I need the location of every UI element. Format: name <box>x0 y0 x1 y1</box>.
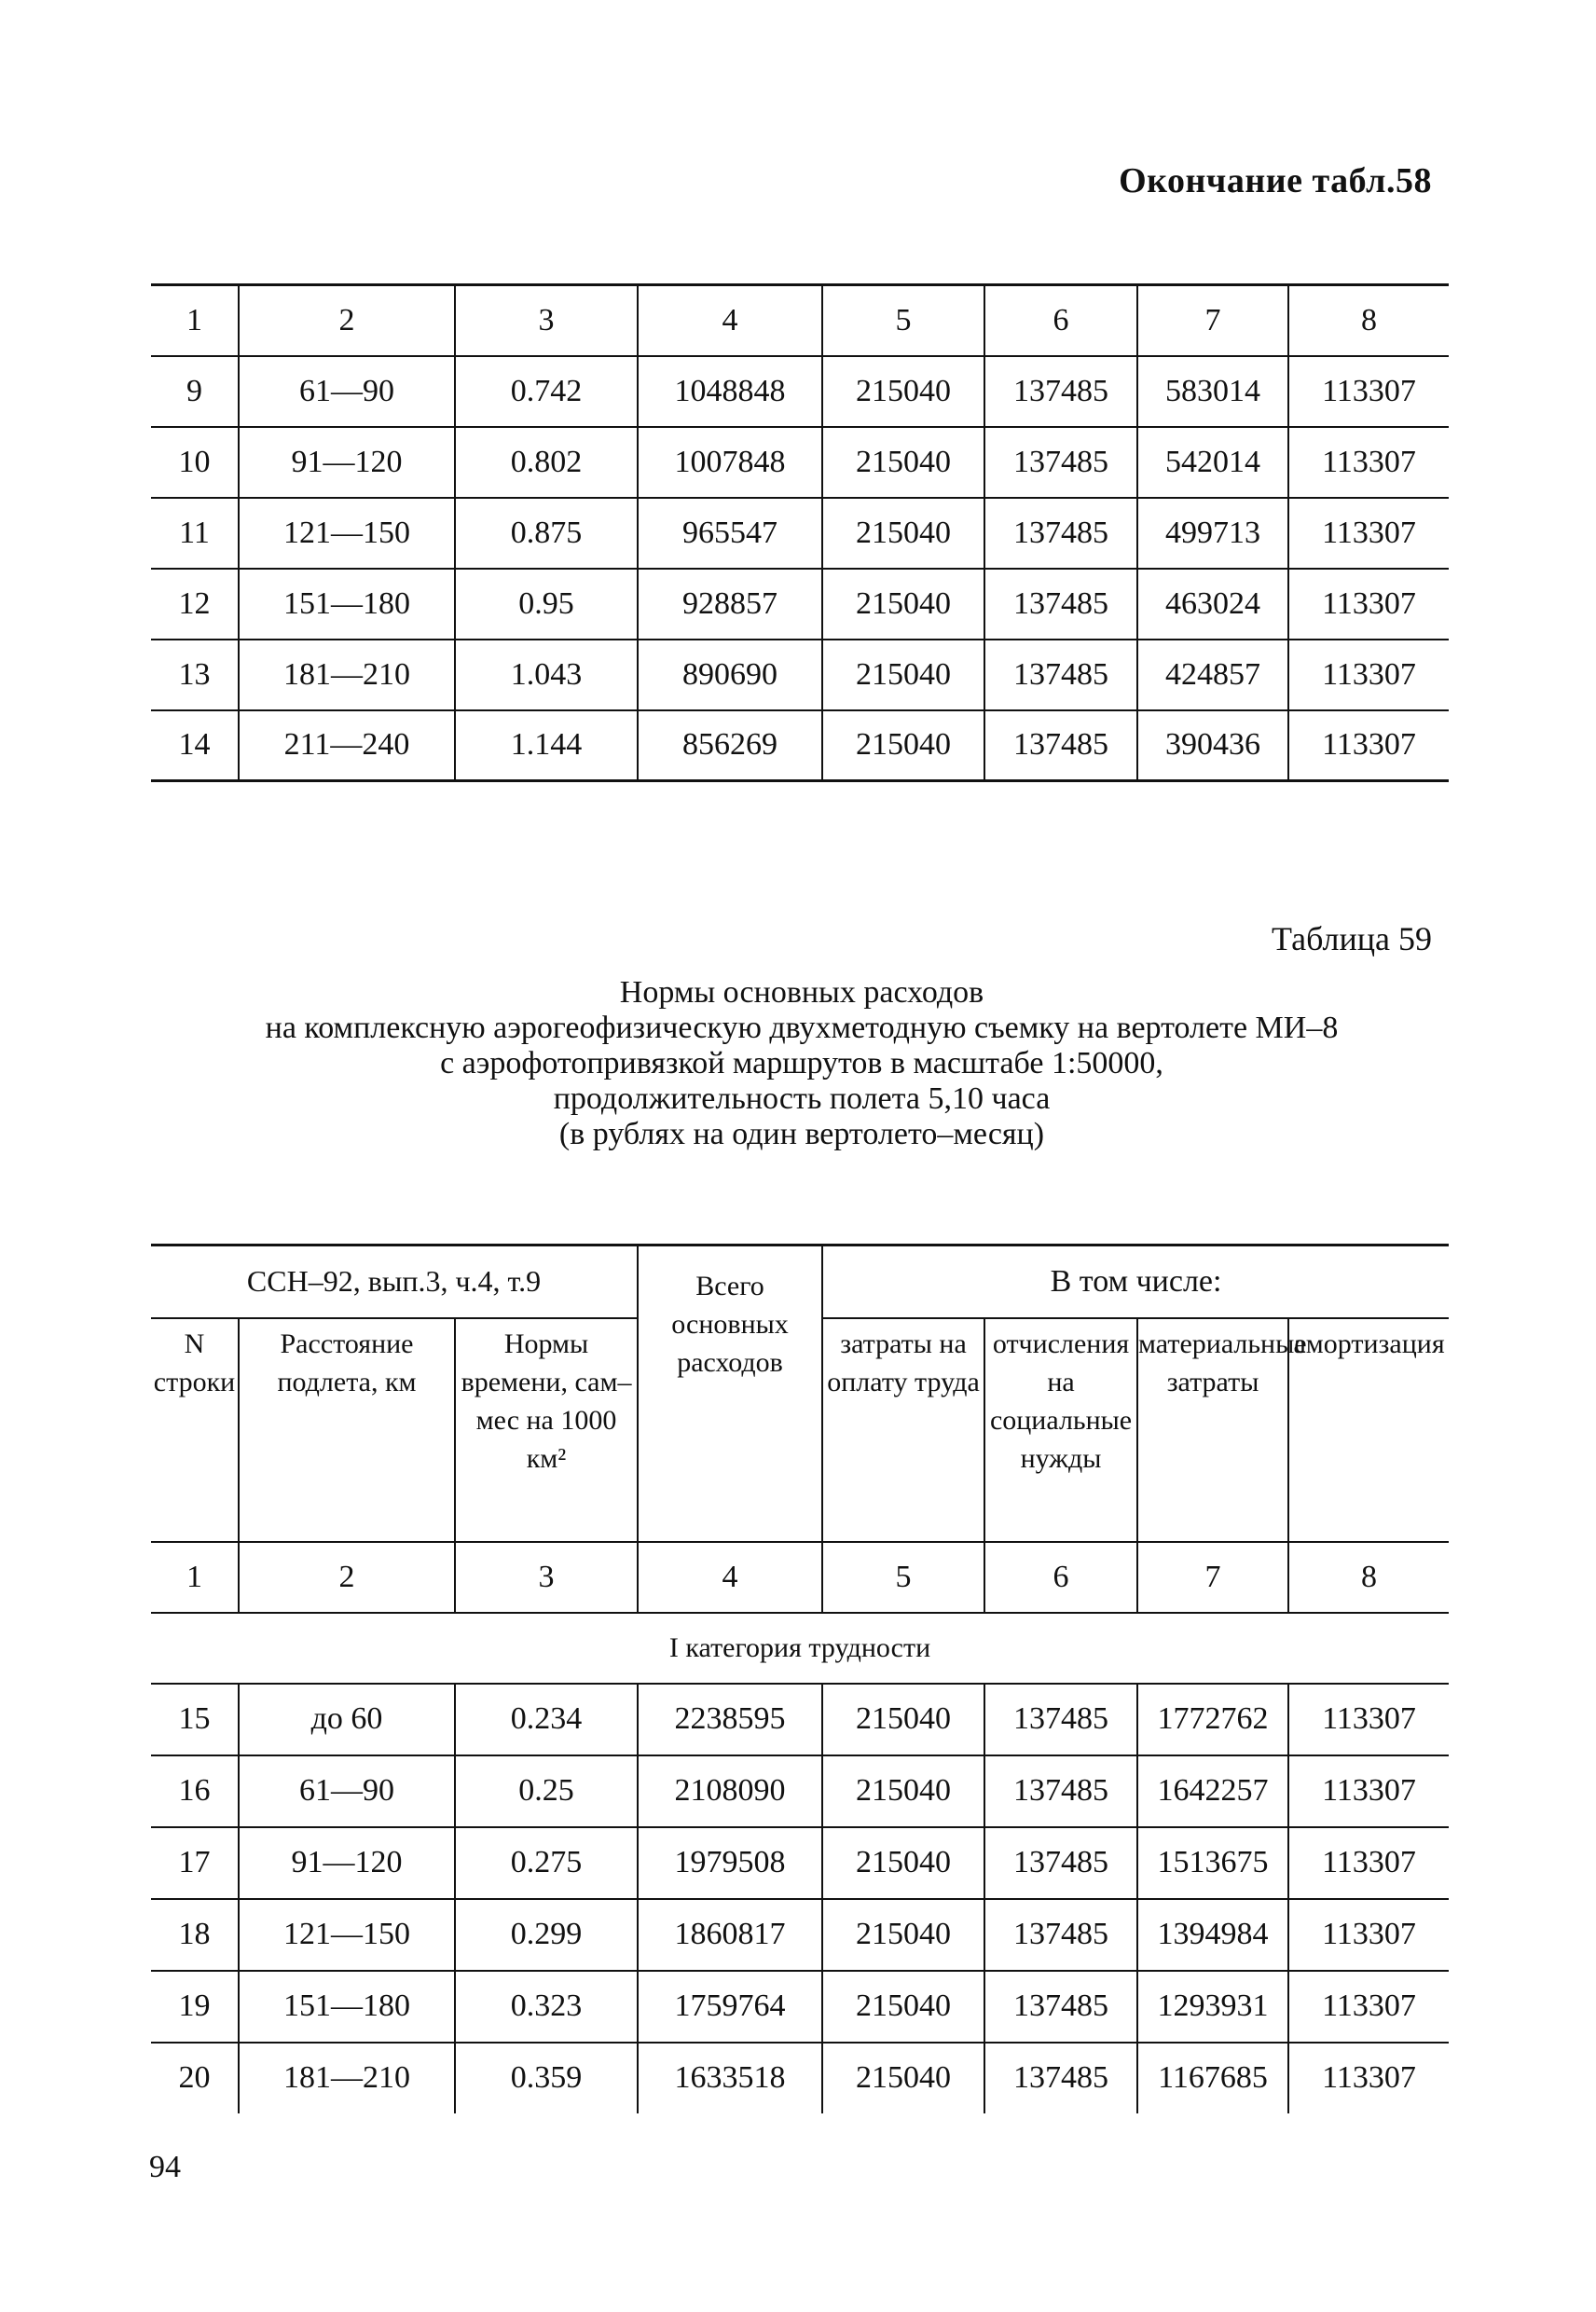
column-header: материальные затраты <box>1137 1318 1288 1542</box>
cell: 113307 <box>1288 1684 1449 1755</box>
cell: 181—210 <box>239 640 455 710</box>
cell: 91—120 <box>239 1827 455 1899</box>
cell: 15 <box>151 1684 239 1755</box>
cell: 1167685 <box>1137 2043 1288 2113</box>
column-header: отчисления на социальные нужды <box>984 1318 1137 1542</box>
table-row <box>151 1755 1449 1827</box>
including-header: В том числе: <box>822 1245 1449 1318</box>
cell: 1.043 <box>455 640 638 710</box>
caption-line: (в рублях на один вертолето–месяц) <box>558 1117 1045 1151</box>
cell: 0.299 <box>455 1899 638 1971</box>
column-header: амортизация <box>1288 1318 1449 1542</box>
cell: 13 <box>151 640 239 710</box>
table-59 <box>151 1244 1449 2113</box>
table-59-label: Таблица 59 <box>1272 920 1432 957</box>
cell: 137485 <box>984 1755 1137 1827</box>
cell: 137485 <box>984 2043 1137 2113</box>
cell: 137485 <box>984 356 1137 427</box>
cell: 2238595 <box>638 1684 822 1755</box>
cell: 14 <box>151 710 239 781</box>
col-num: 2 <box>239 1542 455 1613</box>
col-num: 8 <box>1288 285 1449 356</box>
cell: 113307 <box>1288 1899 1449 1971</box>
cell: 215040 <box>822 2043 984 2113</box>
cell: 1048848 <box>638 356 822 427</box>
col-num: 4 <box>638 1542 822 1613</box>
column-header: Нормы времени, сам–мес на 1000 км² <box>455 1318 638 1542</box>
cell: 181—210 <box>239 2043 455 2113</box>
cell: 113307 <box>1288 1827 1449 1899</box>
cell: 215040 <box>822 498 984 569</box>
col-num: 1 <box>151 285 239 356</box>
cell: 965547 <box>638 498 822 569</box>
cell: 215040 <box>822 1899 984 1971</box>
cell: 211—240 <box>239 710 455 781</box>
cell: 137485 <box>984 427 1137 498</box>
category-label: I категория трудности <box>151 1613 1449 1684</box>
cell: 137485 <box>984 1827 1137 1899</box>
table-59-caption <box>149 975 1454 1152</box>
cell: 113307 <box>1288 640 1449 710</box>
table-row <box>151 640 1449 710</box>
cell: 856269 <box>638 710 822 781</box>
cell: 113307 <box>1288 356 1449 427</box>
cell: 215040 <box>822 1755 984 1827</box>
cell: 1642257 <box>1137 1755 1288 1827</box>
cell: 16 <box>151 1755 239 1827</box>
cell: 215040 <box>822 640 984 710</box>
col-num: 6 <box>984 285 1137 356</box>
cell: 215040 <box>822 427 984 498</box>
cell: 113307 <box>1288 1755 1449 1827</box>
cell: 151—180 <box>239 569 455 640</box>
col-num: 7 <box>1137 1542 1288 1613</box>
cell: 137485 <box>984 640 1137 710</box>
col-num: 5 <box>822 285 984 356</box>
table-row <box>151 498 1449 569</box>
cell: 1979508 <box>638 1827 822 1899</box>
cell: 17 <box>151 1827 239 1899</box>
cell: 137485 <box>984 1684 1137 1755</box>
cell: 1.144 <box>455 710 638 781</box>
cell: 1633518 <box>638 2043 822 2113</box>
col-num: 5 <box>822 1542 984 1613</box>
table-row <box>151 2043 1449 2113</box>
cell: 499713 <box>1137 498 1288 569</box>
cell: 0.875 <box>455 498 638 569</box>
cell: 424857 <box>1137 640 1288 710</box>
col-num: 3 <box>455 1542 638 1613</box>
cell: 61—90 <box>239 1755 455 1827</box>
total-header: Всего основных расходов <box>638 1245 822 1542</box>
table-row <box>151 1971 1449 2043</box>
column-header: затраты на оплату труда <box>822 1318 984 1542</box>
cell: 1513675 <box>1137 1827 1288 1899</box>
cell: 113307 <box>1288 498 1449 569</box>
cell: 0.323 <box>455 1971 638 2043</box>
cell: 215040 <box>822 1684 984 1755</box>
cell: 1772762 <box>1137 1684 1288 1755</box>
cell: 137485 <box>984 710 1137 781</box>
cell: 113307 <box>1288 710 1449 781</box>
cell: 215040 <box>822 356 984 427</box>
cell: 113307 <box>1288 427 1449 498</box>
cell: до 60 <box>239 1684 455 1755</box>
table-row <box>151 427 1449 498</box>
cell: 0.742 <box>455 356 638 427</box>
cell: 113307 <box>1288 1971 1449 2043</box>
table-row <box>151 1684 1449 1755</box>
category-row <box>151 1613 1449 1684</box>
cell: 542014 <box>1137 427 1288 498</box>
page-number: 94 <box>149 2150 181 2184</box>
cell: 390436 <box>1137 710 1288 781</box>
cell: 12 <box>151 569 239 640</box>
cell: 928857 <box>638 569 822 640</box>
caption-line: продолжительность полета 5,10 часа <box>553 1081 1051 1116</box>
col-num: 6 <box>984 1542 1137 1613</box>
cell: 0.234 <box>455 1684 638 1755</box>
cell: 890690 <box>638 640 822 710</box>
cell: 61—90 <box>239 356 455 427</box>
cell: 215040 <box>822 569 984 640</box>
caption-line: на комплексную аэрогеофизическую двухметодную съемку на вертолете МИ–8 <box>265 1011 1339 1045</box>
table-58-end <box>151 283 1449 782</box>
source-header: ССН–92, вып.3, ч.4, т.9 <box>151 1245 638 1318</box>
cell: 215040 <box>822 1827 984 1899</box>
col-num: 1 <box>151 1542 239 1613</box>
col-num: 3 <box>455 285 638 356</box>
cell: 463024 <box>1137 569 1288 640</box>
cell: 10 <box>151 427 239 498</box>
column-number-row <box>151 1542 1449 1613</box>
col-num: 2 <box>239 285 455 356</box>
cell: 215040 <box>822 710 984 781</box>
cell: 583014 <box>1137 356 1288 427</box>
table-row <box>151 356 1449 427</box>
cell: 19 <box>151 1971 239 2043</box>
cell: 1293931 <box>1137 1971 1288 2043</box>
cell: 137485 <box>984 1899 1137 1971</box>
continuation-title: Окончание табл.58 <box>1119 161 1432 200</box>
cell: 121—150 <box>239 498 455 569</box>
table-row <box>151 1827 1449 1899</box>
cell: 137485 <box>984 498 1137 569</box>
cell: 137485 <box>984 1971 1137 2043</box>
cell: 137485 <box>984 569 1137 640</box>
cell: 1759764 <box>638 1971 822 2043</box>
col-num: 8 <box>1288 1542 1449 1613</box>
column-header: Расстояние подлета, км <box>239 1318 455 1542</box>
caption-line: с аэрофотопривязкой маршрутов в масштабе 1:50000, <box>440 1046 1163 1080</box>
table-row <box>151 569 1449 640</box>
cell: 0.359 <box>455 2043 638 2113</box>
cell: 1394984 <box>1137 1899 1288 1971</box>
cell: 1860817 <box>638 1899 822 1971</box>
column-header: N строки <box>151 1318 239 1542</box>
cell: 151—180 <box>239 1971 455 2043</box>
cell: 9 <box>151 356 239 427</box>
cell: 18 <box>151 1899 239 1971</box>
cell: 11 <box>151 498 239 569</box>
cell: 20 <box>178 2060 211 2095</box>
cell: 91—120 <box>239 427 455 498</box>
caption-line: Нормы основных расходов <box>619 975 984 1010</box>
cell: 0.25 <box>455 1755 638 1827</box>
cell: 113307 <box>1288 2043 1449 2113</box>
cell: 1007848 <box>638 427 822 498</box>
cell: 121—150 <box>239 1899 455 1971</box>
table-header-row <box>151 285 1449 356</box>
col-num: 4 <box>638 285 822 356</box>
col-num: 7 <box>1137 285 1288 356</box>
table-row <box>151 1899 1449 1971</box>
cell: 113307 <box>1288 569 1449 640</box>
cell: 2108090 <box>638 1755 822 1827</box>
cell: 0.95 <box>455 569 638 640</box>
cell: 0.802 <box>455 427 638 498</box>
table-row <box>151 710 1449 781</box>
cell: 0.275 <box>455 1827 638 1899</box>
table-header-row <box>151 1245 1449 1318</box>
cell: 215040 <box>822 1971 984 2043</box>
